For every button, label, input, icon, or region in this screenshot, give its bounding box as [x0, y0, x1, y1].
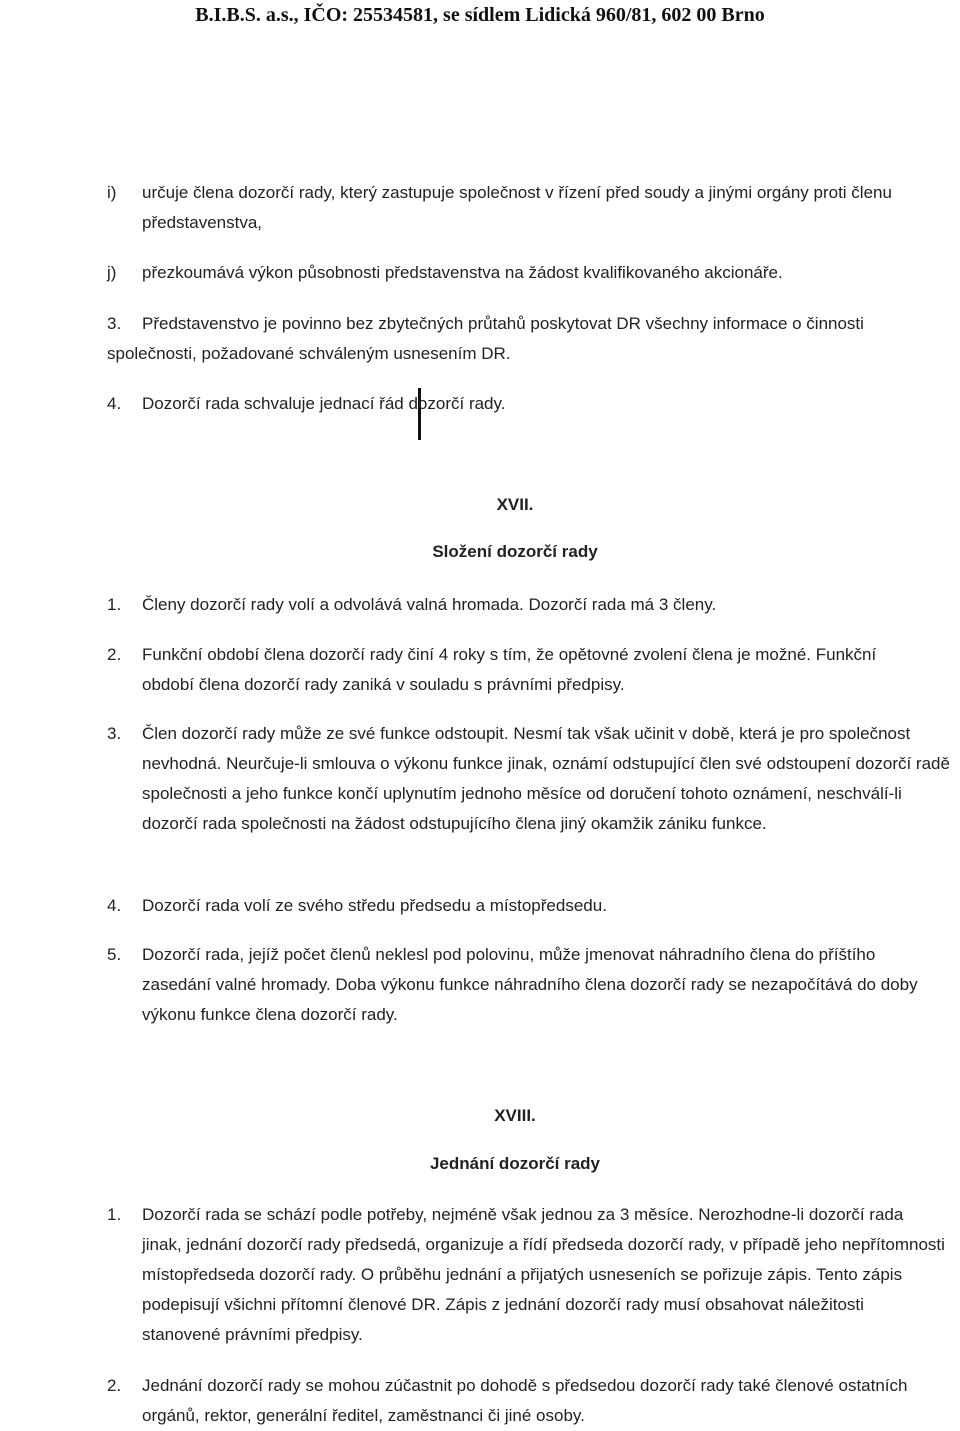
list-item [107, 891, 957, 921]
list-item [107, 940, 957, 1030]
item-marker: 1. [107, 595, 122, 614]
item-text: Funkční období člena dozorčí rady činí 4 roky s tím, že opětovné zvolení člena je možné. Funkční období člena dozorčí rady zaniká v souladu s právními předpisy. [142, 645, 877, 694]
list-item-4 [107, 389, 957, 419]
item-text: Členy dozorčí rady volí a odvolává valná hromada. Dozorčí rada má 3 členy. [142, 595, 717, 614]
list-item [107, 640, 957, 700]
list-item [107, 1200, 957, 1350]
item-marker: 2. [107, 645, 122, 664]
item-text: Představenstvo je povinno bez zbytečných průtahů poskytovat DR všechny informace o činnosti společnosti, požadované schváleným usnesením DR. [107, 314, 864, 363]
item-marker: 3. [107, 724, 122, 743]
list-item-j [107, 258, 957, 288]
item-text: přezkoumává výkon působnosti představenstva na žádost kvalifikovaného akcionáře. [142, 263, 783, 282]
list-item [107, 1371, 957, 1431]
item-marker: 5. [107, 945, 122, 964]
section-number: XVII. [496, 495, 534, 514]
item-marker: 1. [107, 1205, 122, 1224]
item-marker: j) [107, 263, 117, 282]
section-number: XVIII. [494, 1106, 536, 1125]
item-text: Jednání dozorčí rady se mohou zúčastnit po dohodě s předsedou dozorčí rady také členové ostatních orgánů, rektor, generální ředitel, zaměstnanci či jiné osoby. [142, 1376, 908, 1425]
item-marker: 4. [107, 896, 122, 915]
list-item-3 [107, 309, 957, 369]
item-marker: 4. [107, 394, 122, 413]
item-text: Dozorčí rada, jejíž počet členů neklesl pod polovinu, může jmenovat náhradního člena do příštího zasedání valné hromady. Doba výkonu funkce náhradního člena dozorčí rady se nezapočítává do doby výkonu funkce člena dozorčí rady. [142, 945, 918, 1024]
section-title: Složení dozorčí rady [432, 542, 598, 561]
item-marker: 3. [107, 314, 122, 333]
item-text: určuje člena dozorčí rady, který zastupuje společnost v řízení před soudy a jinými orgány proti členu představenstva, [142, 183, 892, 232]
list-item [107, 590, 957, 620]
item-text: Dozorčí rada volí ze svého středu předsedu a místopředsedu. [142, 896, 607, 915]
section-title: Jednání dozorčí rady [429, 1154, 601, 1173]
item-text: Dozorčí rada schvaluje jednací řád dozorčí rady. [142, 394, 506, 413]
list-item [107, 719, 957, 839]
item-marker: 2. [107, 1376, 122, 1395]
item-text: Dozorčí rada se schází podle potřeby, nejméně však jednou za 3 měsíce. Nerozhodne-li dozorčí rada jinak, jednání dozorčí rady předsedá, organizuje a řídí předseda dozorčí rady, v případě jeho nepřítomnosti místopředseda dozorčí rady. O průběhu jednání a přijatých usneseních se pořizuje zápis. Tento zápis podepisují všichni přítomní členové DR. Zápis z jednání dozorčí rady musí obsahovat náležitosti stanovené právními předpisy. [142, 1205, 945, 1344]
list-item-i [107, 178, 957, 238]
document-header: B.I.B.S. a.s., IČO: 25534581, se sídlem Lidická 960/81, 602 00 Brno [195, 4, 765, 26]
item-marker: i) [107, 183, 117, 202]
item-text: Člen dozorčí rady může ze své funkce odstoupit. Nesmí tak však učinit v době, která je pro společnost nevhodná. Neurčuje-li smlouva o výkonu funkce jinak, oznámí odstupující člen své odstoupení dozorčí radě společnosti a jeho funkce končí uplynutím jednoho měsíce od doručení tohoto oznámení, neschválí-li dozorčí rada společnosti na žádost odstupujícího člena jiný okamžik zániku funkce. [142, 724, 950, 833]
